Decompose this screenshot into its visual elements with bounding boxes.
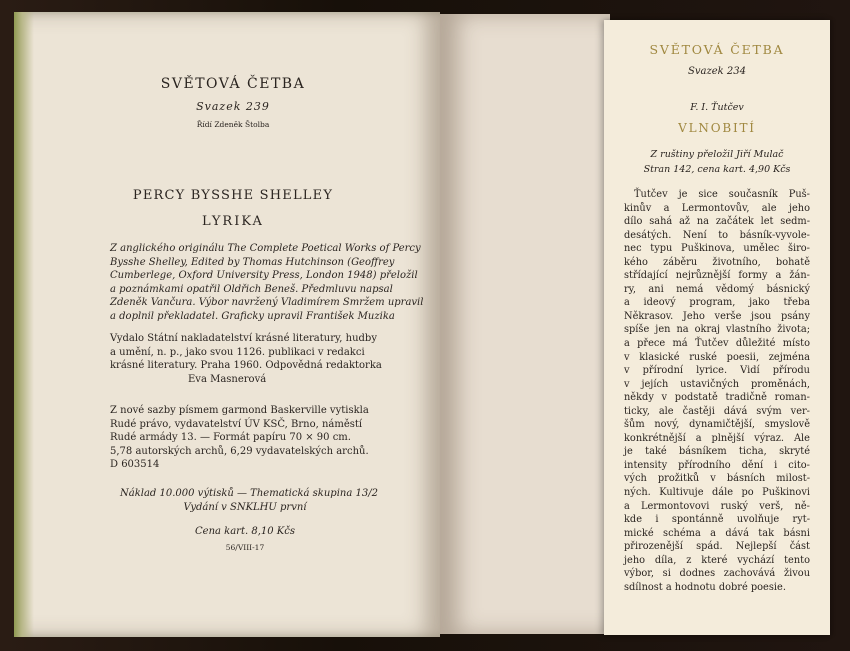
text-line: 5,78 autorských archů, 6,29 vydavatelských archů.	[110, 445, 369, 457]
price: Cena kart. 8,10 Kčs	[195, 526, 295, 538]
series-title: SVĚTOVÁ ČETBA	[160, 76, 306, 92]
series-editor: Řídí Zdeněk Štolba	[196, 120, 270, 129]
text-line: a přece má Ťutčev důležité místo	[624, 338, 810, 350]
text-line: v jejích ustavičných proměnách,	[624, 378, 810, 390]
text-line: ticky, ale častěji dává svým ver-	[624, 405, 810, 417]
text-line: výbor, si dodnes zachovává živou	[624, 568, 810, 580]
insert-author: F. I. Ťutčev	[690, 102, 744, 113]
text-line: je také básníkem ticha, skryté	[624, 446, 810, 458]
insert-translation-info	[604, 148, 830, 177]
text-line: a poznámkami opatřil Oldřich Beneš. Předmluvu napsal	[110, 283, 393, 295]
text-line: jeho díla, z které vychází tento	[624, 554, 810, 566]
text-line: vých prožitků v básních milost-	[624, 473, 810, 485]
text-line: spíše jen na okraj vlastního života;	[624, 324, 810, 336]
text-line: a ideový program, jako třeba	[624, 297, 810, 309]
text-line: a umění, n. p., jako svou 1126. publikaci v redakci	[110, 346, 365, 358]
text-line: dílo sahá až na začátek let sedm-	[624, 216, 810, 228]
text-line: Náklad 10.000 výtisků — Thematická skupina 13/2	[120, 488, 378, 499]
text-line: ných. Kultivuje dále po Puškinovi	[624, 487, 810, 499]
text-line: desátých. Není to básník-vyvole-	[624, 229, 810, 241]
insert-series-title: SVĚTOVÁ ČETBA	[649, 42, 785, 57]
edition-info	[120, 487, 378, 554]
publisher-credits	[110, 332, 380, 386]
text-line: a Lermontovovi ruský verš, ně-	[624, 500, 810, 512]
right-page-blank	[440, 14, 610, 634]
details-line: Stran 142, cena kart. 4,90 Kčs	[643, 163, 791, 175]
print-credits	[110, 404, 380, 472]
translation-credits	[110, 242, 424, 324]
text-line: kde i spontánně uvolňuje ryt-	[624, 514, 810, 526]
text-line: v přírodní lyrice. Vidí přírodu	[624, 365, 810, 377]
text-line: mické schéma a dává tak básni	[624, 527, 810, 539]
text-line: Z anglického originálu The Complete Poetical Works of Percy	[110, 243, 421, 254]
book-author: PERCY BYSSHE SHELLEY	[132, 188, 334, 203]
text-line: intensity přírodního dění i cito-	[624, 459, 810, 471]
text-line: přirozenější spád. Nejlepší část	[624, 541, 810, 553]
text-line: Z nové sazby písmem garmond Baskerville vytiskla	[110, 405, 369, 416]
text-line: nec typu Puškinova, umělec širo-	[624, 243, 810, 255]
catalog-code: 56/VIII-17	[225, 542, 265, 552]
text-line: někdy v podstatě tradičně roman-	[624, 392, 810, 404]
text-line: krásné literatury. Praha 1960. Odpovědná redaktorka	[110, 360, 382, 372]
text-line: kinův a Lermontovův, ale jeho	[624, 202, 810, 214]
translator-line: Z ruštiny přeložil Jiří Mulač	[650, 149, 784, 160]
text-line: D 603514	[110, 459, 160, 471]
book-title: LYRIKA	[202, 214, 264, 229]
text-line: střídající nejrůznější formy a žán-	[624, 270, 810, 282]
text-line: Rudé armády 13. — Formát papíru 70 × 90 cm.	[110, 432, 351, 444]
text-line: Někrasov. Jeho verše jsou psány	[624, 310, 810, 322]
text-line: Eva Masnerová	[188, 373, 267, 385]
text-line: ry, ani nemá vědomý básnický	[624, 283, 810, 295]
text-line: šům nový, dynamičtější, smyslově	[624, 419, 810, 431]
text-line: kého záběru životního, bohatě	[624, 256, 810, 268]
text-line: Bysshe Shelley, Edited by Thomas Hutchinson (Geoffrey	[110, 256, 395, 268]
text-line: a doplnil překladatel. Graficky upravil František Muzika	[110, 310, 395, 322]
insert-book-title: VLNOBITÍ	[678, 121, 756, 135]
text-line: Ťutčev je sice současník Puš-	[634, 189, 810, 200]
text-line: Rudé právo, vydavatelství ÚV KSČ, Brno, náměstí	[110, 418, 363, 430]
text-line: Vydání v SNKLHU první	[183, 501, 307, 513]
volume-number: Svazek 239	[196, 100, 270, 113]
text-line: sdílnost a hodnotu dobré poesie.	[624, 581, 786, 593]
text-line: Cumberlege, Oxford University Press, London 1948) přeložil	[110, 270, 418, 282]
insert-volume-number: Svazek 234	[688, 66, 746, 77]
text-line: konkrétnější a plnější výraz. Ale	[624, 432, 810, 444]
text-line: v klasické ruské poesii, zejména	[624, 351, 810, 363]
insert-description	[624, 188, 810, 594]
text-line: Zdeněk Vančura. Výbor navržený Vladimírem Smržem upravil	[110, 297, 424, 309]
text-line: Vydalo Státní nakladatelství krásné literatury, hudby	[110, 333, 377, 344]
